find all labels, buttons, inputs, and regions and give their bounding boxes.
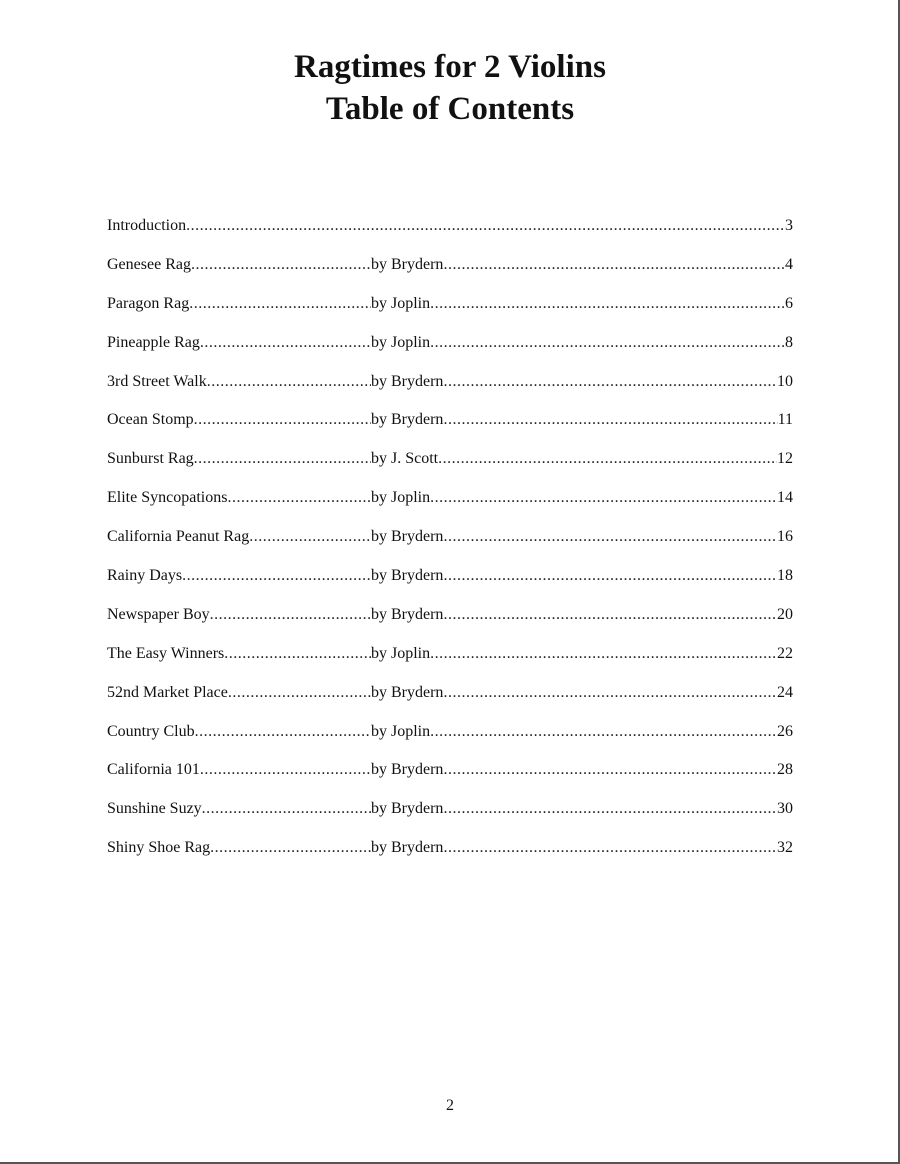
dot-leader [430, 722, 777, 742]
toc-row [107, 838, 793, 877]
toc-entry-page: 26 [777, 722, 793, 740]
toc-entry-page: 32 [777, 839, 793, 857]
page-title [0, 46, 900, 130]
toc-row-introduction [107, 216, 793, 255]
toc-entry-author: by Joplin [371, 294, 431, 312]
toc-entry-title: Newspaper Boy [107, 605, 210, 623]
toc-row [107, 527, 793, 566]
toc-entry-page: 20 [777, 605, 793, 623]
toc-row [107, 799, 793, 838]
toc-row [107, 683, 793, 722]
toc-entry-author: by Brydern [371, 761, 444, 779]
toc-entry-page: 28 [777, 761, 793, 779]
toc-entry-page: 22 [777, 644, 793, 662]
toc-row [107, 488, 793, 527]
dot-leader [443, 372, 777, 392]
dot-leader [195, 722, 371, 742]
dot-leader [200, 760, 371, 780]
toc-entry-title: Pineapple Rag [107, 333, 200, 351]
toc-entry-author: by Brydern [371, 800, 444, 818]
toc-entry-title: California Peanut Rag [107, 528, 250, 546]
dot-leader [228, 683, 371, 703]
dot-leader [249, 527, 371, 547]
toc-row [107, 605, 793, 644]
toc-entry-author: by Brydern [371, 683, 444, 701]
dot-leader [182, 566, 371, 586]
toc-row [107, 294, 793, 333]
dot-leader [227, 488, 371, 508]
toc-entry-page: 11 [777, 411, 793, 429]
toc-entry-author: by Brydern [371, 605, 444, 623]
dot-leader [430, 644, 777, 664]
toc-entry-author: by J. Scott [371, 450, 439, 468]
toc-entries [107, 255, 793, 877]
dot-leader [430, 333, 785, 353]
toc-row [107, 760, 793, 799]
dot-leader [430, 294, 785, 314]
toc-entry-title: The Easy Winners [107, 644, 225, 662]
dot-leader [200, 333, 371, 353]
dot-leader [443, 760, 777, 780]
title-line-2: Table of Contents [325, 91, 575, 127]
dot-leader [191, 255, 371, 275]
toc-row [107, 722, 793, 761]
table-of-contents [107, 216, 793, 877]
toc-entry-title: Sunshine Suzy [107, 800, 202, 818]
dot-leader [224, 644, 371, 664]
dot-leader [210, 838, 371, 858]
dot-leader [207, 372, 371, 392]
toc-row [107, 333, 793, 372]
toc-entry-page: 24 [777, 683, 793, 701]
dot-leader [443, 683, 777, 703]
dot-leader [202, 799, 371, 819]
dot-leader [438, 449, 777, 469]
toc-entry-author: by Joplin [371, 489, 431, 507]
toc-row [107, 372, 793, 411]
dot-leader [189, 294, 371, 314]
toc-entry-title: 3rd Street Walk [107, 372, 207, 390]
toc-entry-page: 6 [785, 294, 793, 312]
toc-entry-title: Shiny Shoe Rag [107, 839, 211, 857]
dot-leader [186, 216, 785, 236]
toc-entry-page: 8 [785, 333, 793, 351]
toc-entry-page: 10 [777, 372, 793, 390]
toc-entry-page: 14 [777, 489, 793, 507]
toc-entry-page: 30 [777, 800, 793, 818]
toc-entry-author: by Brydern [371, 528, 444, 546]
toc-row [107, 644, 793, 683]
dot-leader [443, 799, 777, 819]
dot-leader [430, 488, 777, 508]
dot-leader [443, 566, 777, 586]
dot-leader [194, 410, 371, 430]
toc-entry-title: Paragon Rag [107, 294, 190, 312]
toc-entry-title: Introduction [107, 217, 187, 234]
toc-entry-author: by Brydern [371, 567, 444, 585]
dot-leader [443, 605, 777, 625]
toc-row [107, 410, 793, 449]
title-line-1: Ragtimes for 2 Violins [294, 49, 606, 85]
toc-entry-page: 18 [777, 567, 793, 585]
toc-entry-author: by Brydern [371, 255, 444, 273]
toc-entry-title: Ocean Stomp [107, 411, 194, 429]
dot-leader [443, 255, 785, 275]
toc-entry-title: Genesee Rag [107, 255, 191, 273]
dot-leader [443, 838, 777, 858]
toc-row [107, 449, 793, 488]
toc-entry-page: 3 [785, 217, 793, 234]
toc-entry-page: 12 [777, 450, 793, 468]
toc-entry-author: by Joplin [371, 722, 431, 740]
toc-entry-author: by Brydern [371, 372, 444, 390]
dot-leader [210, 605, 371, 625]
dot-leader [443, 410, 777, 430]
toc-entry-author: by Joplin [371, 333, 431, 351]
toc-entry-title: 52nd Market Place [107, 683, 228, 701]
toc-entry-title: Sunburst Rag [107, 450, 194, 468]
toc-entry-title: Elite Syncopations [107, 489, 228, 507]
toc-entry-title: Rainy Days [107, 567, 183, 585]
toc-row [107, 566, 793, 605]
dot-leader [443, 527, 777, 547]
toc-entry-title: California 101 [107, 761, 200, 779]
toc-entry-title: Country Club [107, 722, 195, 740]
toc-entry-page: 4 [785, 255, 793, 273]
toc-entry-author: by Joplin [371, 644, 431, 662]
toc-entry-author: by Brydern [371, 839, 444, 857]
toc-row [107, 255, 793, 294]
dot-leader [194, 449, 371, 469]
page-number: 2 [446, 1097, 454, 1114]
toc-entry-page: 16 [777, 528, 793, 546]
toc-entry-author: by Brydern [371, 411, 444, 429]
